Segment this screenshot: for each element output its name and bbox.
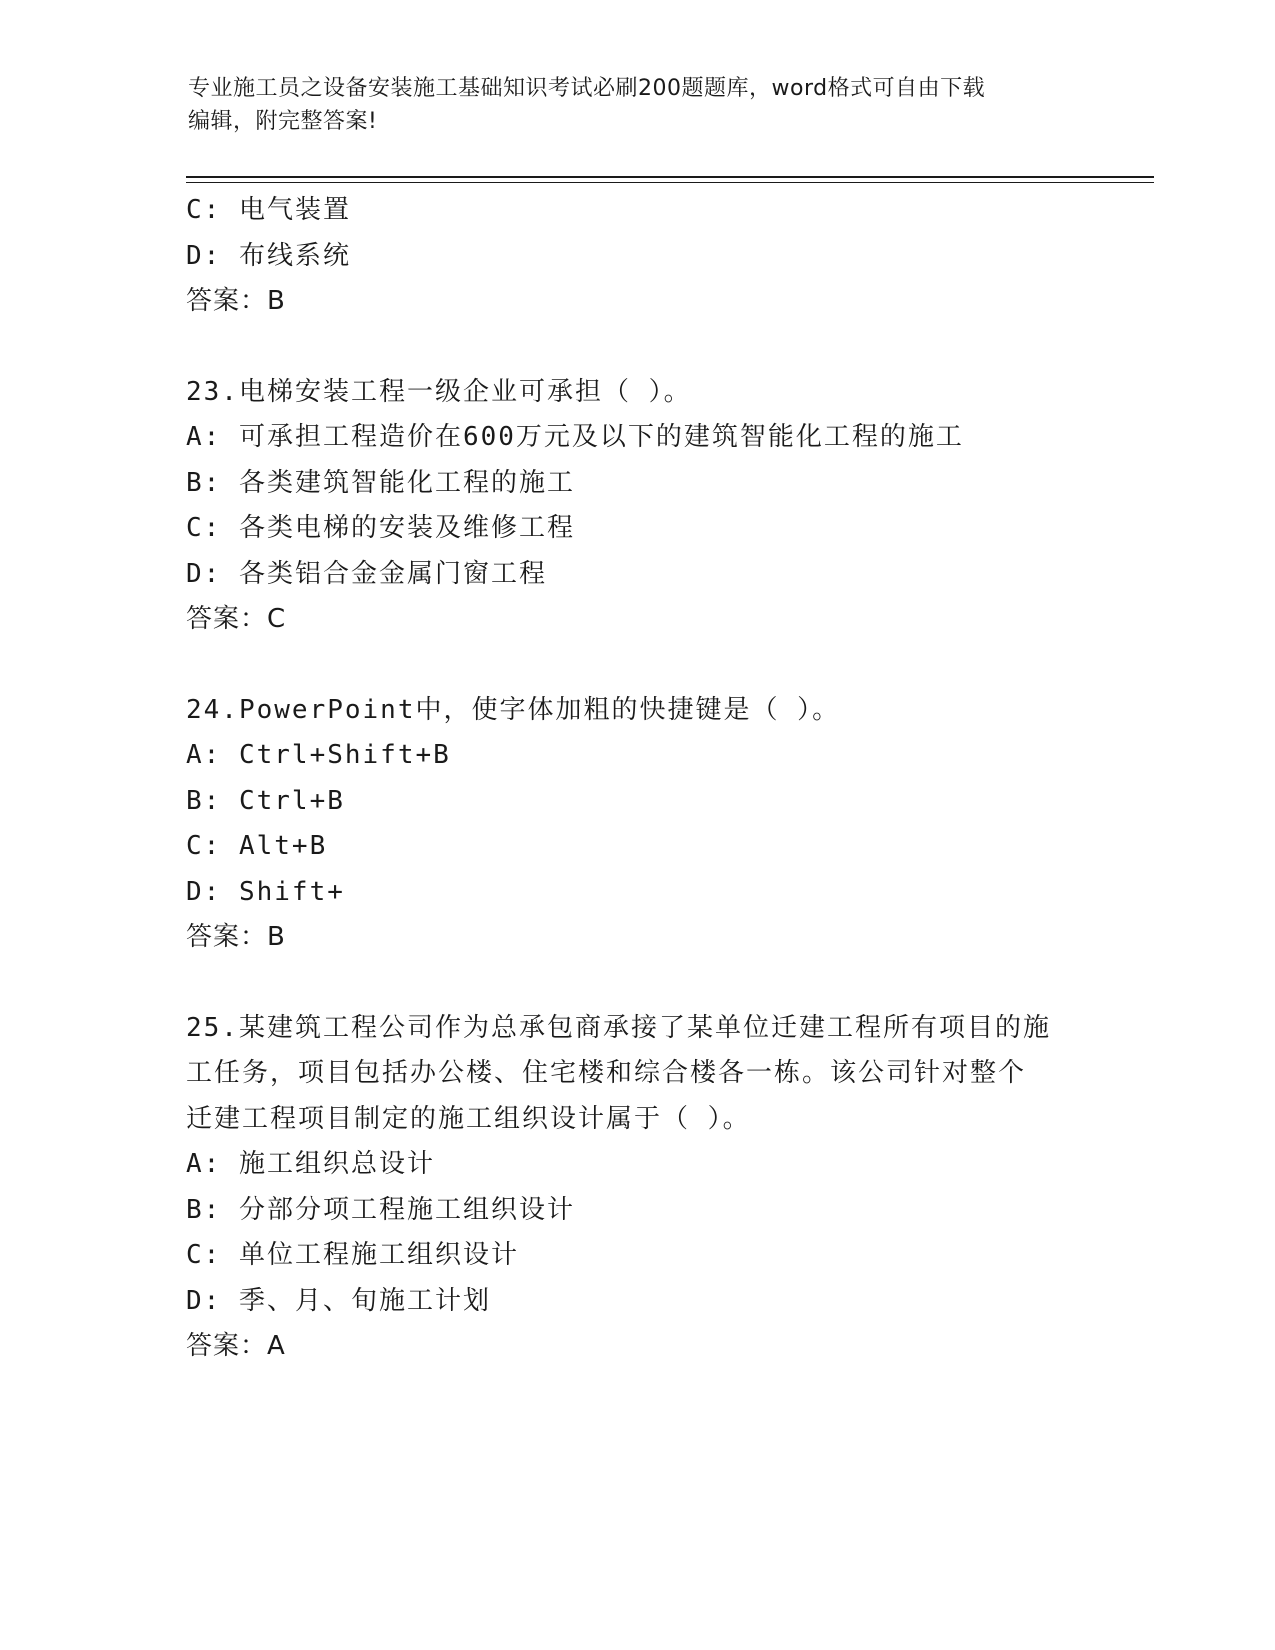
option-c: C: 各类电梯的安装及维修工程 <box>186 513 575 543</box>
option-b: B: 各类建筑智能化工程的施工 <box>186 467 575 498</box>
document-header <box>188 72 1088 138</box>
header-title-line-1: 专业施工员之设备安装施工基础知识考试必刷200题题库，word格式可自由下载 <box>188 76 986 101</box>
question-stem-line-3: 迁建工程项目制定的施工组织设计属于（ ）。 <box>186 1103 751 1134</box>
question-stem: 24.PowerPoint中，使字体加粗的快捷键是（ ）。 <box>186 694 841 725</box>
header-divider-thin <box>186 182 1154 183</box>
question-stem: 23.电梯安装工程一级企业可承担（ ）。 <box>186 376 692 407</box>
question-25 <box>186 1006 1086 1370</box>
question-22-continued <box>186 188 1086 325</box>
question-stem-line-1: 25.某建筑工程公司作为总承包商承接了某单位迁建工程所有项目的施 <box>186 1012 1051 1043</box>
option-d: D: 各类铝合金金属门窗工程 <box>186 558 547 589</box>
question-24 <box>186 688 1086 961</box>
header-title-line-2: 编辑，附完整答案! <box>188 109 378 134</box>
header-divider-thick <box>186 176 1154 178</box>
option-b: B: Ctrl+B <box>186 785 345 816</box>
question-23 <box>186 370 1086 643</box>
option-d: D: Shift+ <box>186 876 345 907</box>
answer-label: 答案：A <box>186 1331 286 1361</box>
option-c: C: Alt+B <box>186 831 328 861</box>
question-stem-line-2: 工任务，项目包括办公楼、住宅楼和综合楼各一栋。该公司针对整个 <box>186 1058 1027 1088</box>
option-c: C: 单位工程施工组织设计 <box>186 1240 519 1270</box>
option-d: D: 布线系统 <box>186 240 351 271</box>
spacer <box>186 961 1086 1006</box>
option-a: A: 施工组织总设计 <box>186 1149 435 1179</box>
spacer <box>186 643 1086 688</box>
answer-label: 答案：C <box>186 604 287 634</box>
answer-label: 答案：B <box>186 286 286 316</box>
option-a: A: 可承担工程造价在600万元及以下的建筑智能化工程的施工 <box>186 422 964 452</box>
answer-label: 答案：B <box>186 922 286 952</box>
spacer <box>186 325 1086 370</box>
option-a: A: Ctrl+Shift+B <box>186 740 451 770</box>
option-c: C: 电气装置 <box>186 195 351 225</box>
question-list <box>186 188 1086 1370</box>
option-d: D: 季、月、旬施工计划 <box>186 1285 491 1316</box>
option-b: B: 分部分项工程施工组织设计 <box>186 1194 575 1225</box>
